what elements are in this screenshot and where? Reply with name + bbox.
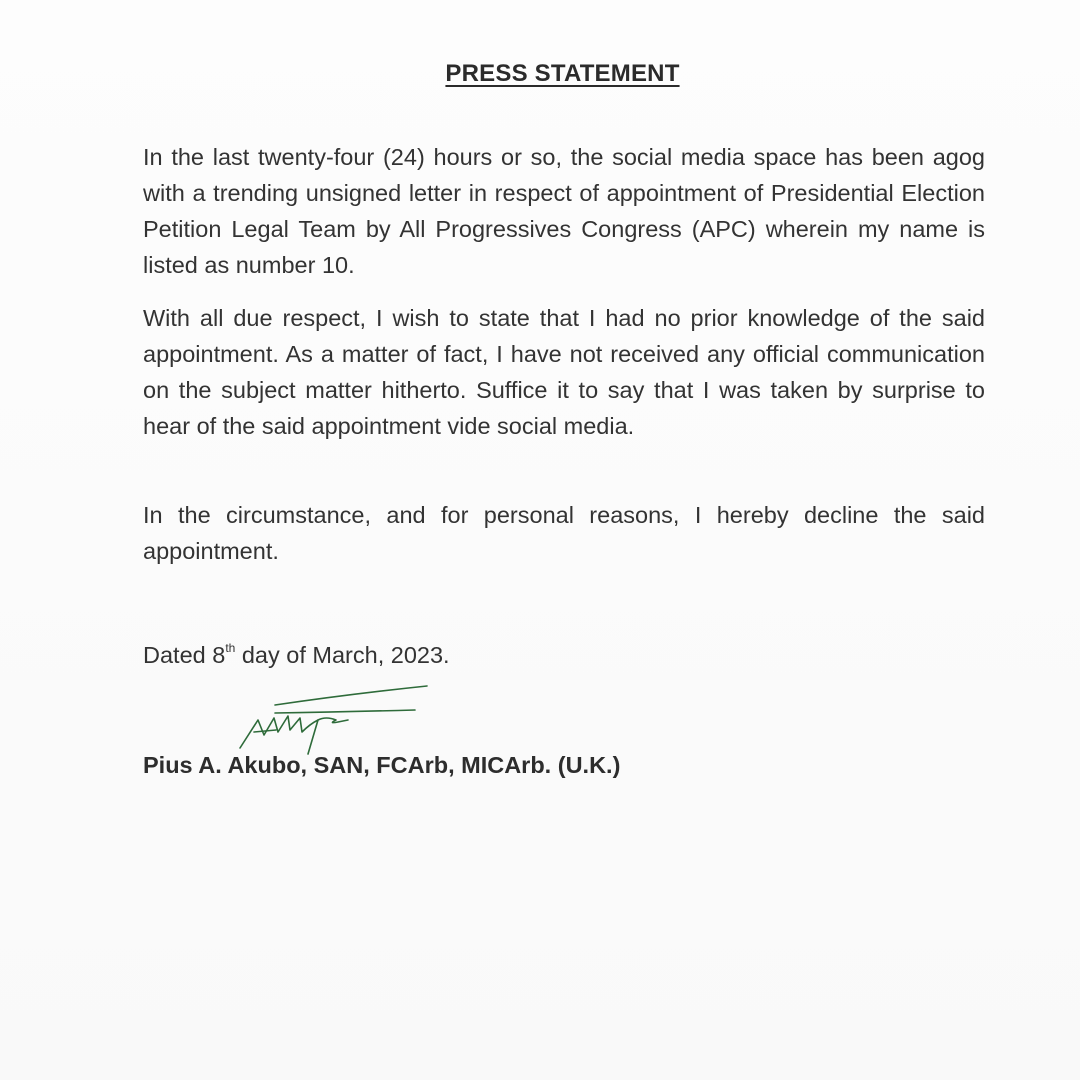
signature-icon bbox=[230, 680, 440, 760]
paragraph-1: In the last twenty-four (24) hours or so, the social media space has been agog with a trending unsigned letter in respect of appointment of Presidential Election Petition Legal Team by All Progressives Congress (APC) wherein my name is listed as number 10. bbox=[143, 144, 985, 278]
date-suffix: day of March, 2023. bbox=[235, 642, 450, 668]
date-ordinal: th bbox=[225, 641, 236, 655]
date-prefix: Dated 8 bbox=[143, 642, 226, 668]
paragraph-2: With all due respect, I wish to state that I had no prior knowledge of the said appointment. As a matter of fact, I have not received any official communication on the subject matter hitherto. Suffice it to say that I was taken by surprise to hear of the said appointment vide social media. bbox=[143, 305, 985, 439]
document-title bbox=[0, 60, 1080, 88]
paragraph-3: In the circumstance, and for personal reasons, I hereby decline the said appointment. bbox=[143, 502, 985, 564]
signer-name: Pius A. Akubo, SAN, FCArb, MICArb. (U.K.) bbox=[143, 752, 621, 778]
title-text: PRESS STATEMENT bbox=[445, 60, 680, 87]
date-line bbox=[143, 641, 450, 669]
